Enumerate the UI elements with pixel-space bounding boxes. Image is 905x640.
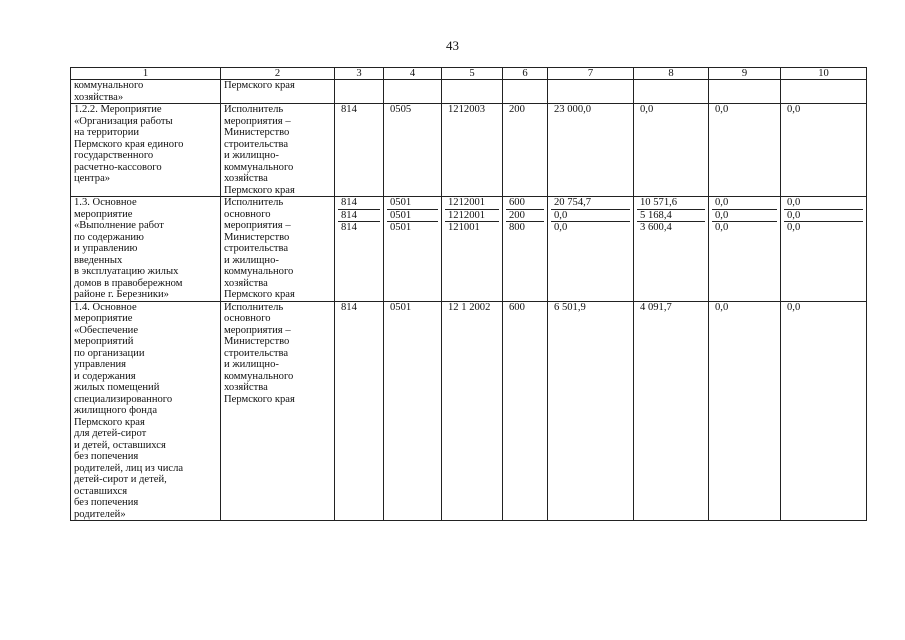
value-line: 0,0 [715, 104, 729, 115]
value-line: 0,0 [715, 222, 729, 233]
table-header-row [71, 68, 867, 80]
value-cell [442, 197, 503, 302]
value-cell [781, 80, 867, 104]
value-line: 0501 [390, 222, 412, 233]
value-line: 0501 [387, 197, 438, 210]
column-header: 7 [548, 68, 634, 80]
value-cell [335, 80, 384, 104]
executor-cell: Исполнитель основного мероприятия – Министерство строительства и жилищно- коммунального хозяйства Пермского края [221, 197, 335, 302]
column-header: 2 [221, 68, 335, 80]
activity-name-cell: коммунального хозяйства» [71, 80, 221, 104]
table-body [71, 68, 867, 521]
value-line: 0,0 [551, 210, 630, 223]
column-header: 10 [781, 68, 867, 80]
value-cell [503, 301, 548, 521]
value-line: 600 [509, 301, 525, 313]
value-line: 1212001 [445, 197, 499, 210]
value-line: 0,0 [784, 210, 863, 223]
value-line: 600 [506, 197, 544, 210]
value-line: 814 [341, 104, 357, 115]
value-cell [709, 104, 781, 197]
executor-cell: Пермского края [221, 80, 335, 104]
value-line: 3 600,4 [640, 222, 672, 233]
value-cell [503, 104, 548, 197]
value-line: 200 [506, 210, 544, 223]
value-line: 20 754,7 [551, 197, 630, 210]
page-number: 43 [446, 38, 459, 53]
value-line: 10 571,6 [637, 197, 705, 210]
executor-cell: Исполнитель основного мероприятия – Министерство строительства и жилищно- коммунального хозяйства Пермского края [221, 301, 335, 521]
table-row [71, 197, 867, 302]
value-line: 0505 [390, 104, 412, 115]
activity-name-cell: 1.4. Основное мероприятие «Обеспечение мероприятий по организации управления и содержания жилых помещений специализированного жилищного фонда Пермского края для детей-сирот и детей, оставшихся без попечения родителей, лиц из числа детей-сирот и детей, оставшихся без попечения родителей» [71, 301, 221, 521]
value-cell [709, 301, 781, 521]
value-cell [384, 104, 442, 197]
value-line: 814 [341, 301, 357, 313]
value-line: 5 168,4 [637, 210, 705, 223]
column-header: 4 [384, 68, 442, 80]
value-cell [384, 80, 442, 104]
value-cell [709, 197, 781, 302]
value-line: 814 [338, 197, 380, 210]
value-line: 0,0 [787, 222, 801, 233]
value-line: 814 [338, 210, 380, 223]
value-line: 0501 [390, 301, 412, 313]
value-line: 0,0 [712, 210, 777, 223]
value-line: 0,0 [784, 197, 863, 210]
value-cell [335, 104, 384, 197]
column-header: 8 [634, 68, 709, 80]
value-cell [384, 197, 442, 302]
value-cell [442, 301, 503, 521]
value-line: 800 [509, 222, 525, 233]
value-line: 0,0 [554, 222, 568, 233]
column-header: 1 [71, 68, 221, 80]
activity-name-cell: 1.3. Основное мероприятие «Выполнение работ по содержанию и управлению введенных в эксплуатацию жилых домов в правобережном районе г. Березники» [71, 197, 221, 302]
column-header: 6 [503, 68, 548, 80]
value-cell [503, 80, 548, 104]
value-line: 0,0 [715, 301, 729, 313]
value-cell [634, 80, 709, 104]
value-line: 1212001 [445, 210, 499, 223]
value-cell [503, 197, 548, 302]
table-row [71, 80, 867, 104]
table-row [71, 301, 867, 521]
value-line: 0,0 [640, 104, 654, 115]
value-line: 12 1 2002 [448, 301, 491, 313]
value-line: 0,0 [787, 301, 801, 313]
value-cell [634, 104, 709, 197]
value-line: 200 [509, 104, 525, 115]
value-cell [709, 80, 781, 104]
value-cell [634, 197, 709, 302]
value-line: 6 501,9 [554, 301, 586, 313]
executor-cell: Исполнитель мероприятия – Министерство строительства и жилищно- коммунального хозяйства Пермского края [221, 104, 335, 197]
value-line: 814 [341, 222, 357, 233]
budget-table [70, 67, 867, 521]
value-cell [335, 197, 384, 302]
value-line: 0,0 [712, 197, 777, 210]
value-cell [442, 80, 503, 104]
activity-name-cell: 1.2.2. Мероприятие «Организация работы на территории Пермского края единого государственного расчетно-кассового центра» [71, 104, 221, 197]
value-cell [384, 301, 442, 521]
value-cell [634, 301, 709, 521]
value-line: 121001 [448, 222, 480, 233]
value-line: 1212003 [448, 104, 486, 115]
value-cell [548, 104, 634, 197]
column-header: 5 [442, 68, 503, 80]
value-line: 0,0 [787, 104, 801, 115]
value-line: 23 000,0 [554, 104, 592, 115]
table-row [71, 104, 867, 197]
value-cell [781, 197, 867, 302]
value-line: 4 091,7 [640, 301, 672, 313]
value-cell [442, 104, 503, 197]
value-cell [548, 197, 634, 302]
value-line: 0501 [387, 210, 438, 223]
column-header: 3 [335, 68, 384, 80]
column-header: 9 [709, 68, 781, 80]
value-cell [548, 80, 634, 104]
value-cell [335, 301, 384, 521]
value-cell [781, 104, 867, 197]
value-cell [548, 301, 634, 521]
value-cell [781, 301, 867, 521]
